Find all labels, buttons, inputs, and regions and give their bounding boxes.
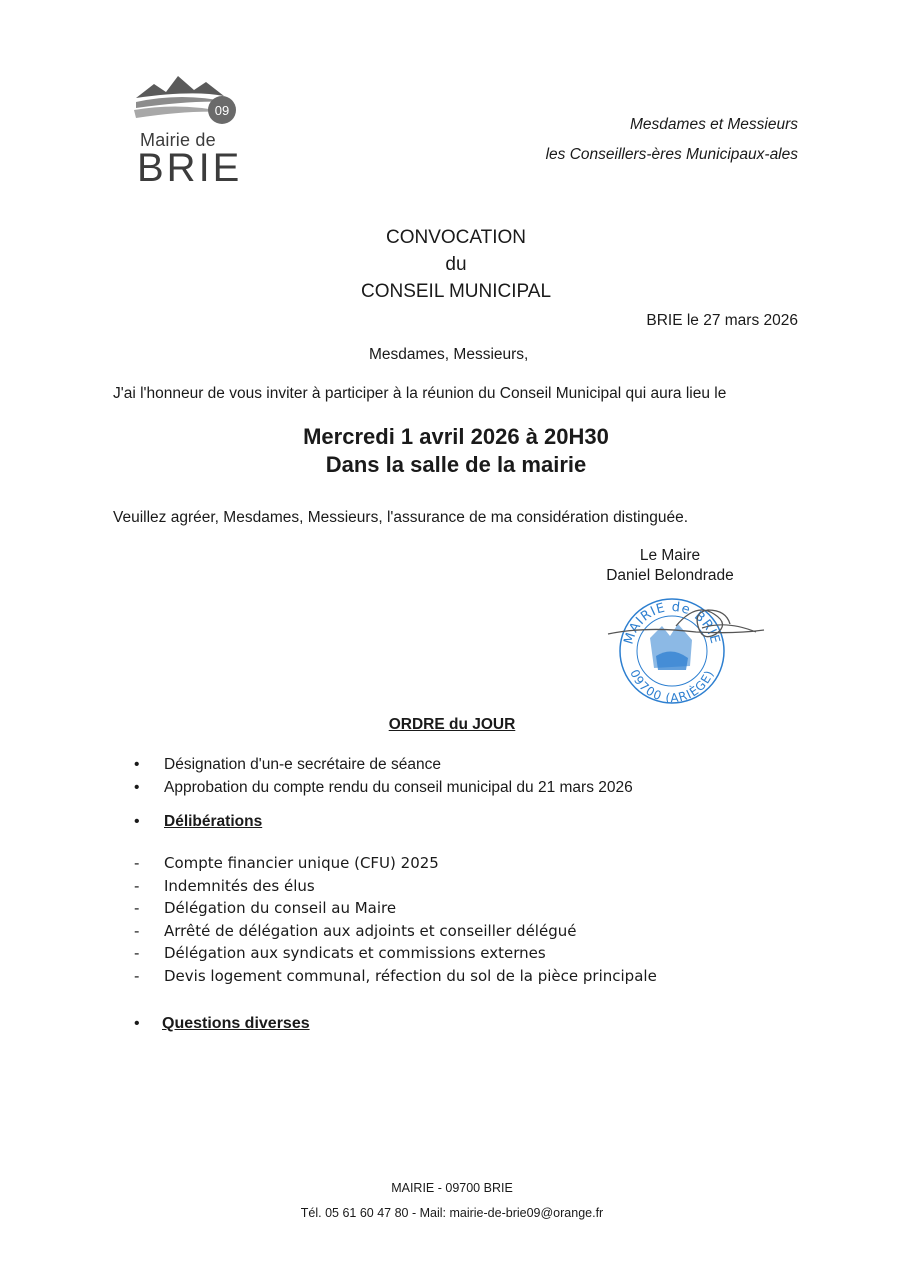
deliberations-heading-row	[134, 813, 262, 831]
dash-icon: -	[134, 966, 140, 985]
official-stamp	[606, 596, 766, 706]
list-item	[134, 852, 657, 875]
deliberation-item-text: Arrêté de délégation aux adjoints et conseiller délégué	[164, 921, 577, 940]
questions-heading: Questions diverses	[162, 1015, 310, 1032]
meeting-date-time: Mercredi 1 avril 2026 à 20H30	[303, 424, 609, 449]
meeting-location: Dans la salle de la mairie	[325, 452, 587, 477]
deliberation-item-text: Indemnités des élus	[164, 876, 315, 895]
bullet-icon: •	[134, 813, 140, 830]
deliberation-item-text: Délégation du conseil au Maire	[164, 899, 397, 918]
mairie-logo	[132, 72, 244, 192]
list-item	[134, 776, 633, 799]
footer-address: MAIRIE - 09700 BRIE	[391, 1181, 513, 1195]
dash-icon: -	[134, 854, 140, 872]
mountain-logo-icon	[132, 72, 244, 132]
agenda-title: ORDRE du JOUR	[388, 716, 516, 733]
deliberations-list	[134, 852, 657, 988]
dash-icon: -	[134, 921, 140, 940]
logo-badge: 09	[214, 103, 230, 118]
logo-text-line1: Mairie de	[140, 130, 216, 150]
list-item	[134, 753, 633, 776]
stamp-top-text: MAIRIE de BRIE	[621, 599, 723, 647]
recipients-line2: les Conseillers-ères Municipaux-ales	[545, 146, 798, 163]
dash-icon: -	[134, 876, 140, 895]
title-line1: CONVOCATION	[385, 227, 527, 248]
document-title	[0, 224, 900, 305]
recipients-block	[546, 110, 798, 170]
signer-role: Le Maire	[639, 547, 701, 564]
title-line2: du	[445, 254, 467, 275]
signer-block	[590, 546, 750, 586]
closing-formula: Veuillez agréer, Mesdames, Messieurs, l'assurance de ma considération distinguée.	[113, 509, 689, 526]
invitation-text: J'ai l'honneur de vous inviter à participer à la réunion du Conseil Municipal qui aura lieu le	[113, 385, 727, 402]
page-footer	[0, 1176, 900, 1226]
deliberation-item-text: Délégation aux syndicats et commissions externes	[164, 944, 546, 963]
deliberation-item-text: Compte financier unique (CFU) 2025	[164, 854, 439, 872]
list-item	[134, 875, 657, 898]
deliberation-item-text: Devis logement communal, réfection du sol de la pièce principale	[164, 966, 657, 985]
agenda-item-text: Désignation d'un-e secrétaire de séance	[164, 756, 441, 773]
salutation: Mesdames, Messieurs,	[369, 346, 529, 363]
list-item	[134, 920, 657, 943]
dash-icon: -	[134, 899, 140, 918]
bullet-icon: •	[134, 779, 140, 796]
footer-contact: Tél. 05 61 60 47 80 - Mail: mairie-de-brie09@orange.fr	[300, 1206, 604, 1220]
recipients-line1: Mesdames et Messieurs	[630, 116, 798, 133]
meeting-details	[0, 423, 900, 479]
list-item	[134, 897, 657, 920]
list-item	[134, 942, 657, 965]
questions-heading-row	[134, 1015, 310, 1033]
title-line3: CONSEIL MUNICIPAL	[360, 281, 552, 302]
signer-name: Daniel Belondrade	[606, 567, 734, 584]
dash-icon: -	[134, 944, 140, 963]
agenda-bullet-list	[134, 753, 633, 799]
place-date: BRIE le 27 mars 2026	[646, 312, 798, 329]
logo-text-line2: BRIE	[137, 146, 243, 190]
bullet-icon: •	[134, 756, 140, 773]
list-item	[134, 965, 657, 988]
deliberations-heading: Délibérations	[164, 813, 263, 830]
stamp-bottom-text: 09700 (ARIÈGE)	[627, 667, 717, 706]
agenda-item-text: Approbation du compte rendu du conseil municipal du 21 mars 2026	[164, 779, 633, 796]
bullet-icon: •	[134, 1015, 140, 1032]
stamp-seal-icon	[606, 596, 766, 706]
